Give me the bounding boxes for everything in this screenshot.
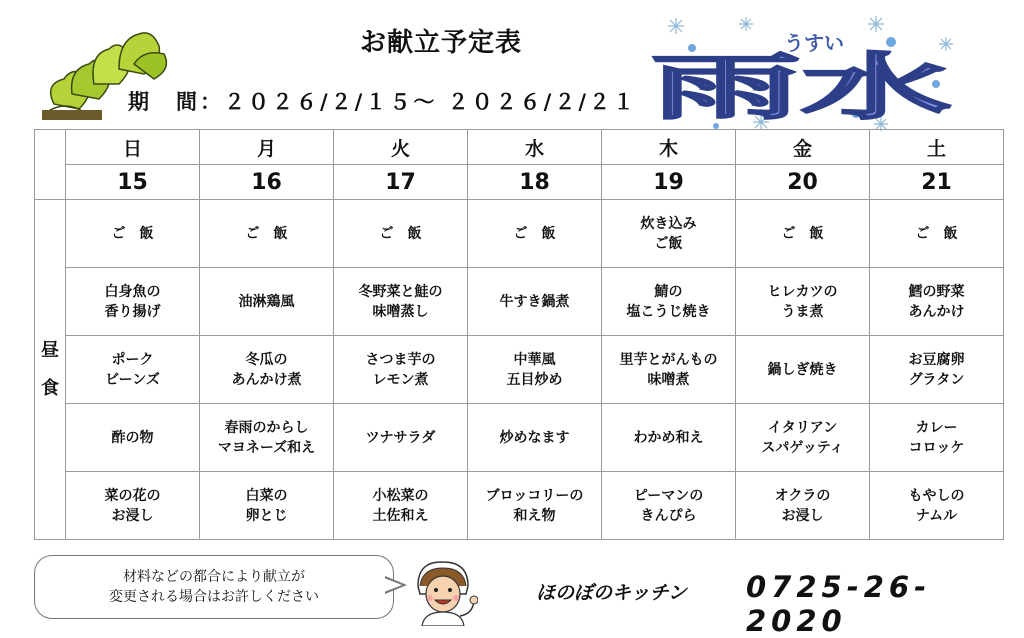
lunch-label-char: 食 xyxy=(41,377,59,399)
dish-cell: 菜の花の お浸し xyxy=(66,472,200,540)
notice-bubble xyxy=(34,555,394,619)
dish-cell: イタリアン スパゲッティ xyxy=(736,404,870,472)
dish-cell: ご 飯 xyxy=(66,200,200,268)
kitchen-name: ほのぼのキッチン xyxy=(536,582,687,604)
weekday-cell: 土 xyxy=(870,130,1004,165)
dish-cell: ご 飯 xyxy=(334,200,468,268)
menu-row-main xyxy=(35,268,1004,336)
dish-cell: ピーマンの きんぴら xyxy=(602,472,736,540)
weekday-cell: 金 xyxy=(736,130,870,165)
dish-cell: さつま芋の レモン煮 xyxy=(334,336,468,404)
bubble-tail-inner xyxy=(384,578,402,592)
menu-table xyxy=(34,129,1004,540)
dish-cell: ご 飯 xyxy=(870,200,1004,268)
dish-cell: ツナサラダ xyxy=(334,404,468,472)
date-cell: 15 xyxy=(66,165,200,200)
dish-cell: 中華風 五目炒め xyxy=(468,336,602,404)
weekday-cell: 火 xyxy=(334,130,468,165)
weekday-cell: 木 xyxy=(602,130,736,165)
dish-cell: ご 飯 xyxy=(736,200,870,268)
lunch-label xyxy=(35,200,66,540)
dish-cell: 白身魚の 香り揚げ xyxy=(66,268,200,336)
dish-cell: 鱈の野菜 あんかけ xyxy=(870,268,1004,336)
date-cell: 18 xyxy=(468,165,602,200)
seasonal-reading: うすい xyxy=(784,31,844,55)
dish-cell: ご 飯 xyxy=(468,200,602,268)
dish-cell: 春雨のからし マヨネーズ和え xyxy=(200,404,334,472)
dish-cell: もやしの ナムル xyxy=(870,472,1004,540)
date-cell: 19 xyxy=(602,165,736,200)
weekday-cell: 月 xyxy=(200,130,334,165)
dish-cell: 炊き込み ご飯 xyxy=(602,200,736,268)
phone-number: 0725-26-2020 xyxy=(746,570,932,638)
seasonal-main-text: 雨水 xyxy=(651,45,951,129)
period-label: 期 間：２０２６/２/１５～ ２０２６/２/２１ xyxy=(128,90,637,114)
dish-cell: 里芋とがんもの 味噌煮 xyxy=(602,336,736,404)
date-cell: 20 xyxy=(736,165,870,200)
lunch-label-char: 昼 xyxy=(41,339,59,361)
date-cell: 16 xyxy=(200,165,334,200)
dish-cell: 油淋鶏風 xyxy=(200,268,334,336)
weekday-cell: 日 xyxy=(66,130,200,165)
dish-cell: 冬瓜の あんかけ煮 xyxy=(200,336,334,404)
table-corner xyxy=(35,130,66,200)
dish-cell: 酢の物 xyxy=(66,404,200,472)
menu-row-side2 xyxy=(35,404,1004,472)
dish-cell: ポーク ビーンズ xyxy=(66,336,200,404)
dish-cell: ブロッコリーの 和え物 xyxy=(468,472,602,540)
weekday-cell: 水 xyxy=(468,130,602,165)
date-cell: 17 xyxy=(334,165,468,200)
menu-row-staple xyxy=(35,200,1004,268)
plant-illustration xyxy=(34,24,174,124)
dish-cell: お豆腐卵 グラタン xyxy=(870,336,1004,404)
dish-cell: 冬野菜と鮭の 味噌蒸し xyxy=(334,268,468,336)
date-row xyxy=(35,165,1004,200)
dish-cell: 鍋しぎ焼き xyxy=(736,336,870,404)
menu-row-side3 xyxy=(35,472,1004,540)
dish-cell: わかめ和え xyxy=(602,404,736,472)
dish-cell: ヒレカツの うま煮 xyxy=(736,268,870,336)
dish-cell: オクラの お浸し xyxy=(736,472,870,540)
notice-line: 変更される場合はお許しください xyxy=(109,589,319,605)
notice-line: 材料などの都合により献立が xyxy=(123,569,305,585)
menu-row-side1 xyxy=(35,336,1004,404)
dish-cell: ご 飯 xyxy=(200,200,334,268)
dish-cell: 炒めなます xyxy=(468,404,602,472)
seasonal-art xyxy=(636,14,966,134)
cook-illustration xyxy=(408,556,478,626)
dish-cell: 牛すき鍋煮 xyxy=(468,268,602,336)
dish-cell: 小松菜の 土佐和え xyxy=(334,472,468,540)
page-title: お献立予定表 xyxy=(360,28,523,58)
dish-cell: 鯖の 塩こうじ焼き xyxy=(602,268,736,336)
dish-cell: 白菜の 卵とじ xyxy=(200,472,334,540)
weekday-row xyxy=(35,130,1004,165)
dish-cell: カレー コロッケ xyxy=(870,404,1004,472)
date-cell: 21 xyxy=(870,165,1004,200)
